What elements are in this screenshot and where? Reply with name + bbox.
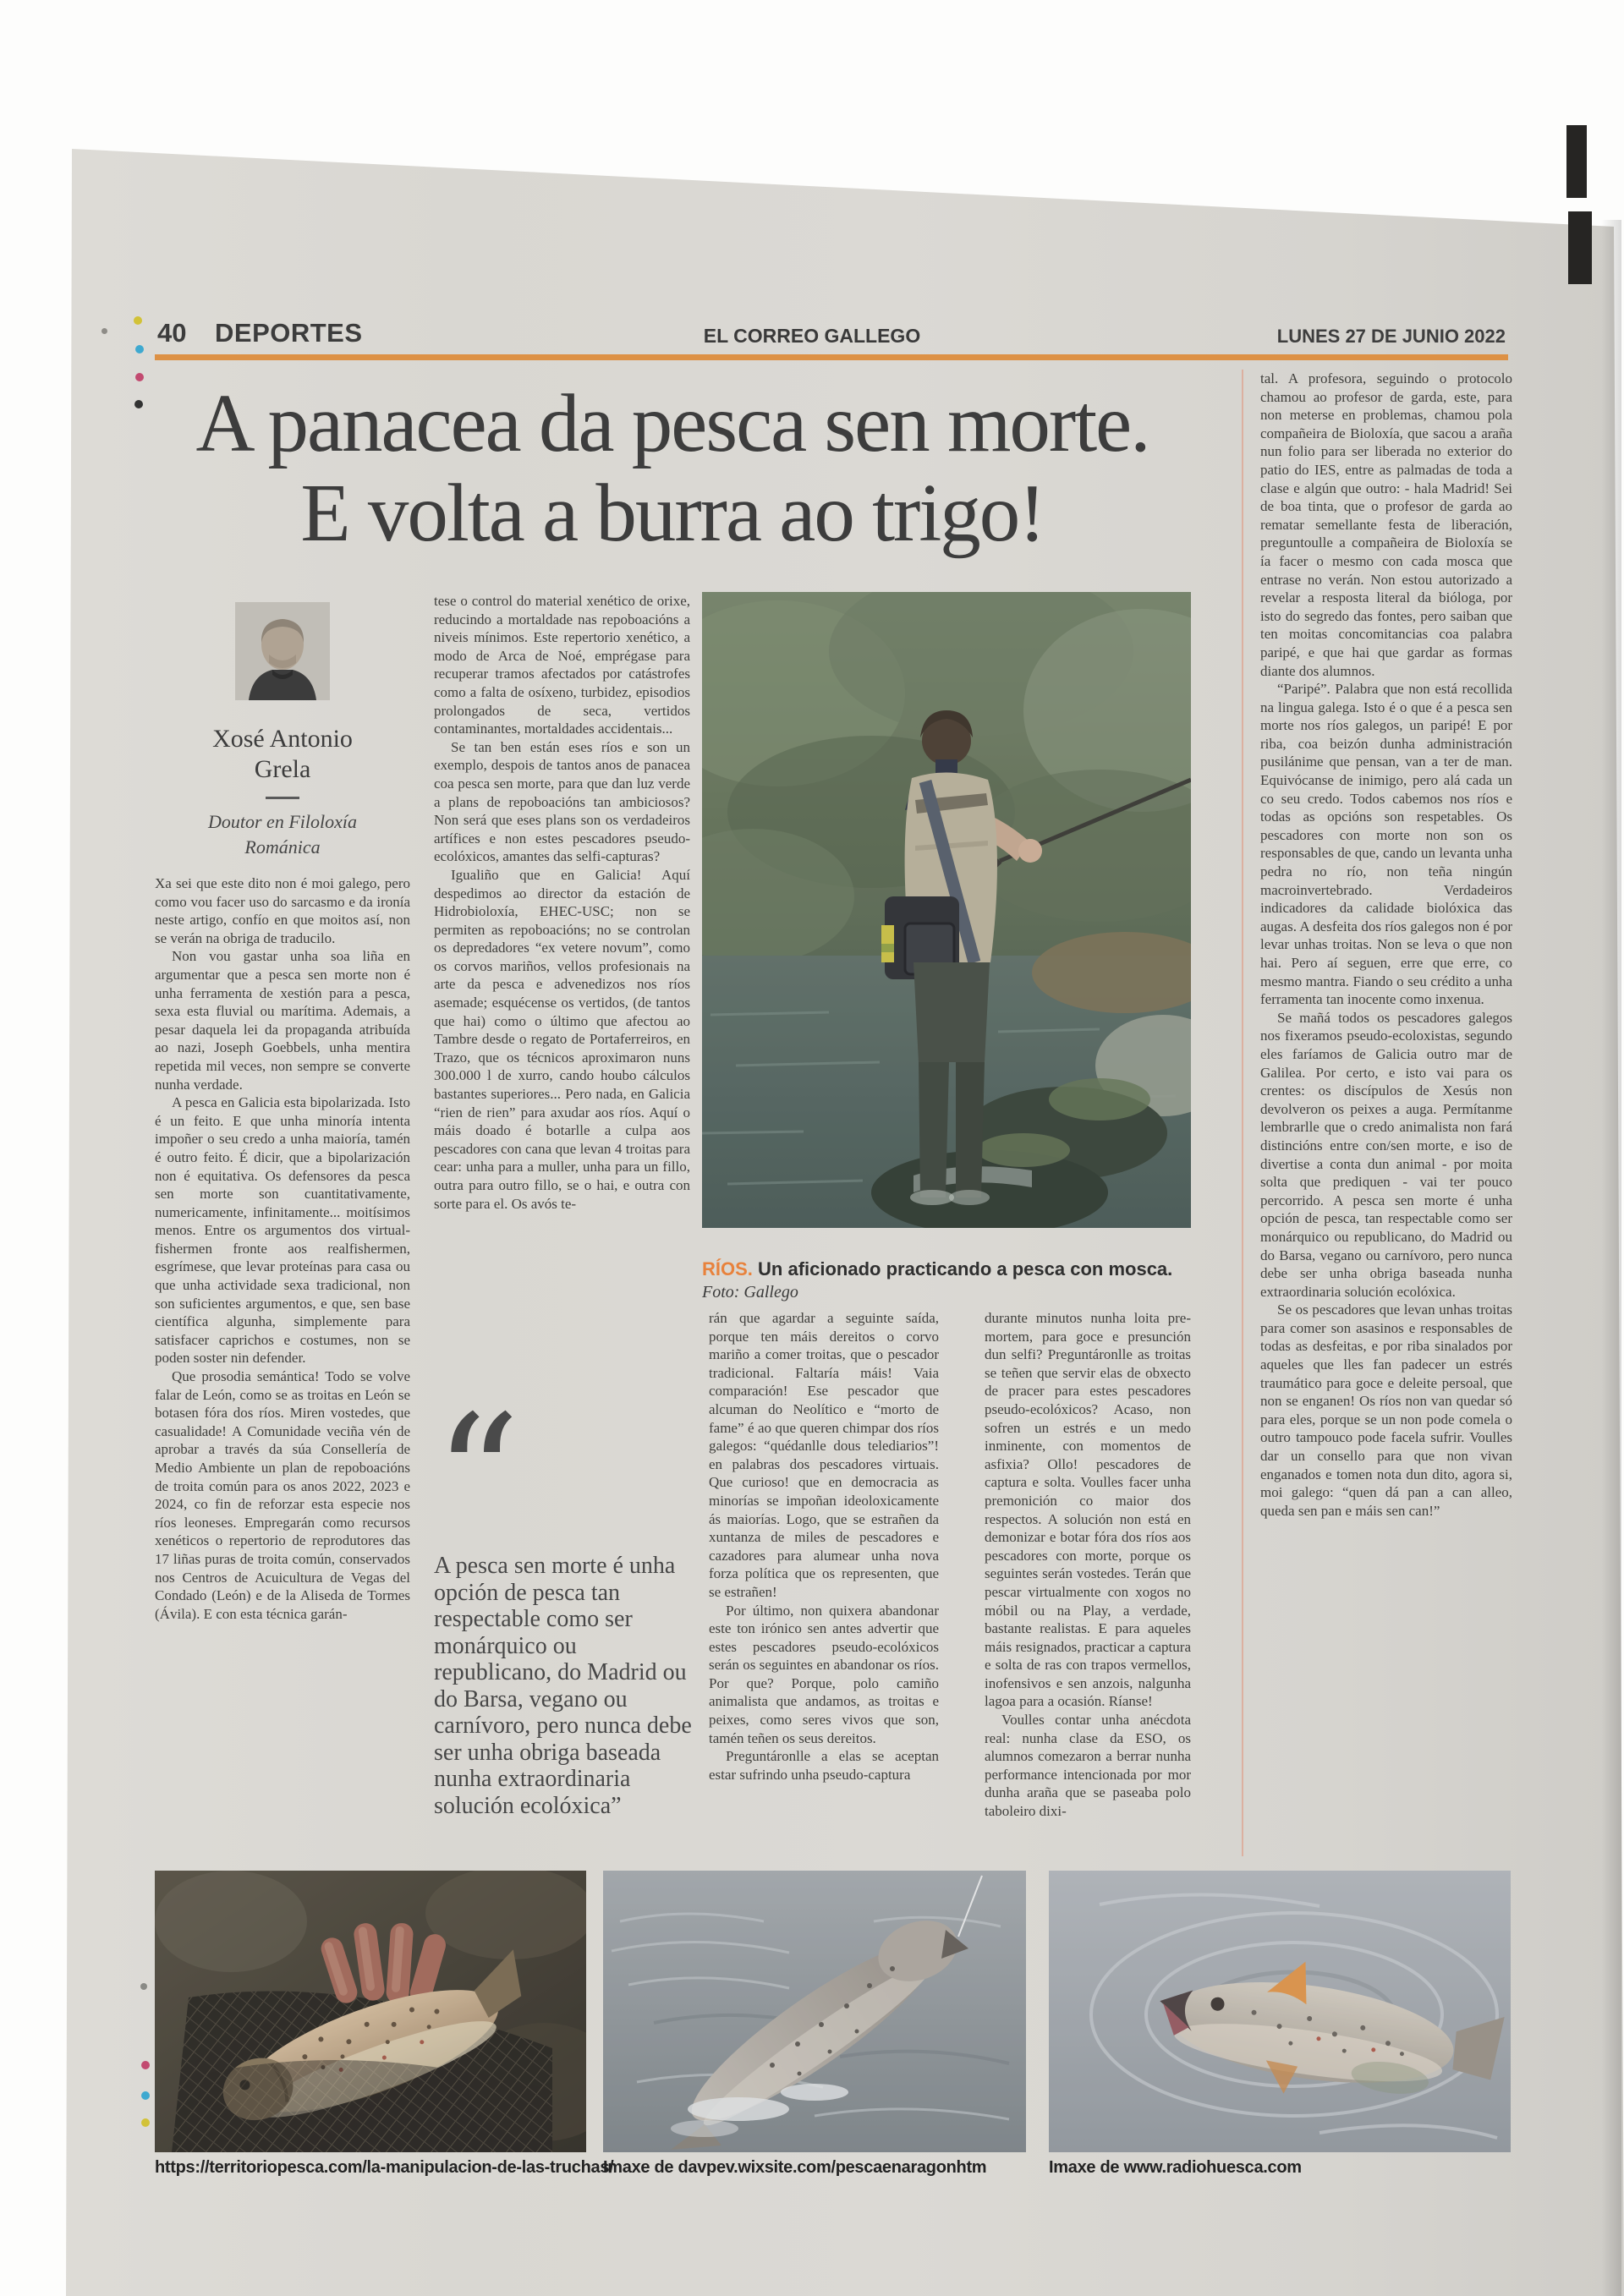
registration-dot-magenta bbox=[135, 373, 144, 381]
body-paragraph: tese o control do material xenético de orixe, reducindo a mortaldade nas repoboacións a niveis mínimos. Este repertorio xenético, a modo de Arca de Noé, emprégase para recuperar tramos afectados por catástrofes como a falta de osíxeno, turbidez, episodios prolongados de seca, vertidos contaminantes, mortaldades accidentais... bbox=[434, 593, 690, 737]
newspaper-masthead: EL CORREO GALLEGO bbox=[703, 325, 921, 347]
body-paragraph: Non vou gastar unha soa liña en argumentar que a pesca sen morte non é unha ferramenta de xestión para a pesca, sexa esta fluvial ou marítima. Ademais, a pesar daquela lei da propaganda atribuída ao nazi, Joseph Goebbels, unha mentira repetida mil veces, non sempre se converte nunha verdade. bbox=[155, 948, 410, 1093]
quote-mark-icon: “ bbox=[434, 1379, 514, 1576]
body-paragraph: rán que agardar a seguinte saída, porque ten máis dereitos o corvo mariño a comer troitas, que o pescador tradicional. Faltaría máis! Vaia comparación! Ese pescador que alcuman do Neolítico e “morto de fame” é ao que queren chimpar dos ríos galegos: “quédanlle dous telediarios”! en palabras dos pescadores virtuais. Que curioso! que en democracia as minorías se impoñan ideoloxicamente ás maiorías. Logo, que se estrañen da xuntanza de miles de pescadores e cazadores para alumear unha nova forza política que os representen, que se estrañen! bbox=[709, 1310, 939, 1600]
photo-trout-open-mouth bbox=[1049, 1871, 1511, 2152]
header-rule bbox=[155, 354, 1508, 360]
author-portrait bbox=[235, 602, 330, 700]
body-paragraph: Que prosodia semántica! Todo se volve falar de León, como se as troitas en León se botasen fóra dos ríos. Miren vostedes, que casualidade! A Comunidade veciña vén de aprobar a través da súa Consellería de Medio Ambiente un plan de repoboacións de troita común para os anos 2022, 2023 e 2024, co fin de reforzar esta especie nos ríos leoneses. Empregarán como recursos xenéticos o repertorio de reprodutores das 17 liñas puras de troita común, conservados nos Centros de Acuicultura de Vegas del Condado (León) e de la Aliseda de Tormes (Ávila). E con esta técnica garán- bbox=[155, 1368, 410, 1622]
photo-caption bbox=[702, 1258, 1210, 1302]
body-column-5 bbox=[985, 1309, 1191, 1859]
headline-line-2: E volta a burra ao trigo! bbox=[300, 468, 1045, 558]
author-divider bbox=[266, 797, 299, 799]
page-number: 40 bbox=[157, 318, 187, 348]
bottom-caption-3: Imaxe de www.radiohuesca.com bbox=[1049, 2158, 1302, 2177]
body-paragraph: “Paripé”. Palabra que non está recollida na lingua galega. Isto é o que é a pesca sen morte nos ríos galegos, un paripé! E por riba, coa beizón dunha administración pusilánime que pensan, van a ter de man. Equivócanse de inimigo, pero alá cada un co seu credo. Todos cabemos nos ríos e todas as opcións son respetables. Os pescadores con morte non son os responsables de que, cando un levanta unha pedra no río, non teña ningún macroinvertebrado. Verdadeiros indicadores da calidade biolóxica das augas. A desfeita dos ríos galegos non é por levar unhas troitas. Non se leva o que non hai. Pero aí seguen, erre que erre, co mesmo mantra. Fiando o seu crédito a unha ferramenta tan inocente como inxenua. bbox=[1260, 681, 1512, 1008]
body-paragraph: A pesca en Galicia esta bipolarizada. Isto é un feito. E que unha minoría intenta impoñer o seu credo a unha maioría, tamén é outro feito. É dicir, que a bipolarización non é equitativa. Os defensores da pesca sen morte son cuantitativamente, numericamente, infinitamente... moitísimos menos. Entre os argumentos dos virtual-fishermen fronte aos realfishermen, esgrímese, que levar proteínas para casa ou que unha actividade sexa tradicional, non son suficientes argumentos, e que, sen base científica algunha, simplemente para satisfacer caprichos e costumes, non se poden soster nin defender. bbox=[155, 1094, 410, 1367]
bottom-caption-1: https://territoriopesca.com/la-manipulacion-de-las-truchas/ bbox=[155, 2158, 614, 2177]
registration-dot-cyan bbox=[141, 2091, 150, 2100]
main-photo-fly-fisherman bbox=[702, 592, 1191, 1228]
body-paragraph: durante minutos nunha loita pre-mortem, para goce e presunción dun selfi? Preguntáronlle as troitas se teñen que servir elas de obxecto de pracer para estes pescadores pseudo-ecolóxicos? Acaso, non sofren un estrés e un medo inminente, con momentos de asfixia? Ollo! pescadores de captura e solta. Voulles facer unha premonición co maior dos respectos. A solución non está en demonizar e botar fóra dos ríos aos pescadores con morte, porque os seguintes serán vostedes. Terán que pescar virtualmente con xogos no móbil ou na Play, a verdade, bastante realistas. E para aqueles máis resignados, practicar a captura e solta de ras con trapos vermellos, inofensivos e sen anzois, nalgunha lagoa para a ocasión. Ríanse! bbox=[985, 1310, 1191, 1710]
body-column-4 bbox=[709, 1309, 939, 1859]
body-paragraph: tal. A profesora, seguindo o protocolo chamou ao profesor de garda, este, para non meterse en problemas, chamou pola compañeira de Bioloxía, que sacou a araña nun folio para ser liberada no exterior do patio do IES, entre as palmadas de toda a clase e algún que outro: - hala Madrid! Sei de boa tinta, que o profesor de garda ao rematar semellante festa de liberación, preguntoulle a compañeira de Bioloxía se ía facer o mesmo con cada mosca que entrase no verán. Non estou autorizado a revelar a resposta literal da bióloga, por isto do segredo das fontes, pero saiban que ten moitas concomitancias coa palabra paripé, e que hai que gardar as formas diante dos alumnos. bbox=[1260, 370, 1512, 679]
registration-dot-black bbox=[134, 400, 143, 408]
body-paragraph: Se os pescadores que levan unhas troitas para comer son asasinos e responsables de todas as desfeitas, e por riba sinalados por aqueles que lles fan padecer un estrés traumático para goce e deleite persoal, que non se enganen! Os ríos non van quedar só para eles, porque se un non pode comela o outro tampouco pode facela sufrir. Voulles dar un consello para que non vivan enganados e tomen nota dun dito, agora si, moi galego: “quen dá pan a can alleo, queda sen pan e máis sen can!” bbox=[1260, 1301, 1512, 1519]
body-paragraph: Se mañá todos os pescadores galegos nos fixeramos pseudo-ecoloxistas, segundo eles faríamos de Galicia outro mar de Galilea. Por certo, e isto vai para os crentes: os discípulos de Xesús non devolveron os peixes a auga. Permítanme lembrarlle que o credo animalista non fará distincións entre con/sen morte, e iso de divertise a conta dun animal - por moita solta que prediquen - vai ter pouco percorrido. A pesca sen morte é unha opción de pesca, tan respectable como ser monárquico ou republicano, do Madrid ou do Barsa, vegano ou carnívoro, pero nunca debe ser unha obriga baseada nunha extraordinaria solución ecolóxica. bbox=[1260, 1009, 1512, 1300]
scan-artifact-mark bbox=[1566, 125, 1587, 198]
article-headline bbox=[144, 379, 1201, 558]
body-paragraph: Igualiño que en Galicia! Aquí despedimos ao director da estación de Hidrobioloxía, EHEC-USC; non se permiten as repoboacións; no se controlan os depredadores “ex vetere novum”, como os corvos mariños, vellos profesionais na arte da pesca e advenedizos nos ríos asemade; esquécense os vertidos, (de tantos que hai) como o último que afectou ao Tambre desde o regato de Portaferreiros, en Trazo, que os técnicos aproximaron nuns 300.000 l de xurro, cando houbo cálculos bastantes superiores... Pero nada, en Galicia “rien de rien” para axudar aos ríos. Aquí o máis doado é botarlle a culpa aos pescadores con cana que levan 4 troitas para cear: unha para a muller, unha para un fillo, outra para outro fillo, se o hai, e outra con sorte para el. Os avós te- bbox=[434, 866, 690, 1212]
registration-dot-yellow bbox=[134, 316, 142, 325]
section-title: DEPORTES bbox=[215, 318, 363, 348]
registration-dot-magenta bbox=[141, 2061, 150, 2069]
body-column-2 bbox=[434, 592, 690, 1431]
body-paragraph: Xa sei que este dito non é moi galego, pero como vou facer uso do sarcasmo e da ironía neste artigo, confío en que moitos así, non se verán na obriga de traducilo. bbox=[155, 875, 410, 946]
registration-dot-gray bbox=[102, 328, 107, 334]
photo-trout-in-net bbox=[155, 1871, 586, 2152]
pull-quote-text: A pesca sen morte é unha opción de pesca tan respectable como ser monárquico ou republicano, do Madrid ou do Barsa, vegano ou carnívoro, pero nunca debe ser unha obriga baseada nunha extraordinaria solución ecolóxica” bbox=[434, 1553, 692, 1819]
caption-text: Un aficionado practicando a pesca con mosca. bbox=[752, 1258, 1173, 1280]
caption-credit: Foto: Gallego bbox=[702, 1283, 798, 1301]
author-bio: Doutor en Filoloxía Románica bbox=[208, 811, 357, 858]
registration-dot-yellow bbox=[141, 2118, 150, 2127]
dateline: LUNES 27 DE JUNIO 2022 bbox=[1276, 326, 1506, 347]
body-paragraph: Preguntáronlle a elas se aceptan estar sufrindo unha pseudo-captura bbox=[709, 1748, 939, 1783]
scan-artifact-mark bbox=[1568, 211, 1592, 284]
caption-kicker: RÍOS. bbox=[702, 1258, 753, 1280]
body-column-1 bbox=[155, 874, 410, 1860]
body-paragraph: Se tan ben están eses ríos e son un exemplo, despois de tantos anos de panacea coa pesca sen morte, para que dan luz verde a plans de repoboacións tan ambiciosos? Non será que eses plans son os verdadeiros artífices e non estes pescadores pseudo-ecolóxicos, amantes das selfi-capturas? bbox=[434, 738, 690, 865]
page-edge-shadow bbox=[1601, 220, 1621, 2296]
body-paragraph: Voulles contar unha anécdota real: nunha clase da ESO, os alumnos comezaron a berrar nunha performance intencionada por mor dunha araña que se paseaba polo taboleiro dixi- bbox=[985, 1712, 1191, 1820]
registration-dot-cyan bbox=[135, 345, 144, 353]
author-name: Xosé Antonio Grela bbox=[212, 725, 353, 783]
bottom-caption-2: Imaxe de davpev.wixsite.com/pescaenaragonhtm bbox=[603, 2158, 987, 2177]
registration-dot-gray bbox=[140, 1983, 147, 1990]
headline-line-1: A panacea da pesca sen morte. bbox=[195, 378, 1149, 469]
author-block bbox=[155, 602, 410, 860]
pull-quote bbox=[434, 1379, 693, 1819]
photo-trout-splashing bbox=[603, 1871, 1026, 2152]
sidebar-column bbox=[1260, 370, 1512, 1858]
body-paragraph: Por último, non quixera abandonar este ton irónico sen antes advertir que estes pescadores pseudo-ecolóxicos serán os seguintes en abandonar os ríos. Por que? Porque, polo camiño animalista que andamos, as troitas e peixes, como seres vivos que son, tamén teñen os seus dereitos. bbox=[709, 1602, 939, 1746]
column-divider-line bbox=[1242, 370, 1243, 1856]
